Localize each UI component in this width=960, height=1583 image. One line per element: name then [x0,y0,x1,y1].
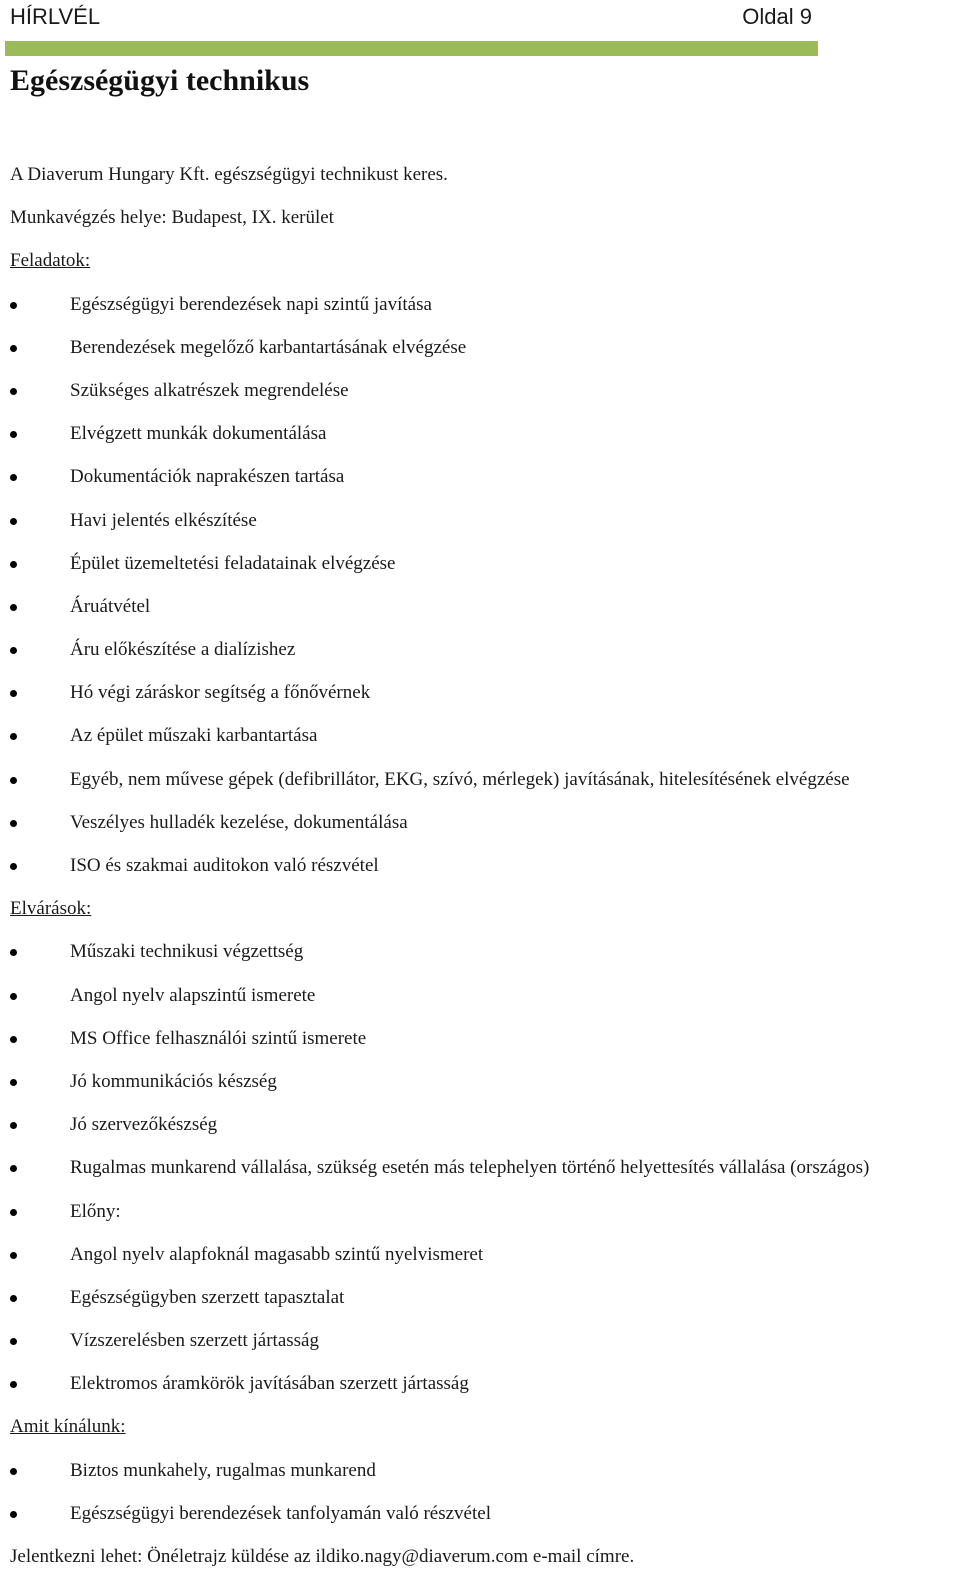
list-item-text: Angol nyelv alapfoknál magasabb szintű nyelvismeret [70,1243,484,1265]
bullet-icon [10,561,17,568]
bullet-icon [10,518,17,525]
list-item [0,1108,960,1151]
bullet-icon [10,949,17,956]
list-item-text: Berendezések megelőző karbantartásának elvégzése [70,336,467,358]
list-item-text: Havi jelentés elkészítése [70,509,257,531]
page-header [0,0,820,58]
list-item [0,1324,960,1367]
list-item-text: Egyéb, nem művese gépek (defibrillátor, EKG, szívó, mérlegek) javításának, hitelesítésének elvégzése [70,768,850,790]
list-item-text: Elvégzett munkák dokumentálása [70,423,327,445]
bullet-icon [10,431,17,438]
list-item-text: ISO és szakmai auditokon való részvétel [70,855,379,876]
page-title: Egészségügyi technikus [10,64,310,97]
bullet-icon [10,1036,17,1043]
list-item [0,1151,960,1194]
list-item [0,590,960,633]
application-note: Jelentkezni lehet: Önéletrajz küldése az ildiko.nagy@diaverum.com e-mail címre. [10,1546,635,1567]
header-rule [5,41,818,56]
list-item-text: Vízszerelésben szerzett jártasság [70,1330,319,1352]
bullet-icon [10,1338,17,1345]
bullet-icon [10,1079,17,1086]
bullet-icon [10,388,17,395]
list-item [0,374,960,417]
bullet-icon [10,604,17,611]
list-item [0,1022,960,1065]
list-item-text: Jó szervezőkészség [70,1114,218,1136]
bullet-icon [10,474,17,481]
list-item-text: Áru előkészítése a dialízishez [70,639,296,661]
offer-heading: Amit kínálunk: [10,1416,126,1438]
list-item-text: Veszélyes hulladék kezelése, dokumentálása [70,811,408,833]
bullet-icon [10,690,17,697]
bullet-icon [10,345,17,352]
list-item-text: Szükséges alkatrészek megrendelése [70,379,349,401]
bullet-icon [10,647,17,654]
list-item-text: Előny: [70,1200,121,1222]
list-item [0,1367,960,1410]
list-item-text: Angol nyelv alapszintű ismerete [70,984,316,1006]
list-item-text: Jó kommunikációs készség [70,1070,277,1092]
tasks-list [0,288,960,893]
intro-company: A Diaverum Hungary Kft. egészségügyi technikust keres. [10,164,448,185]
bullet-icon [10,1122,17,1129]
list-item [0,547,960,590]
newsletter-name: HÍRLVÉL [10,4,101,29]
bullet-icon [10,820,17,827]
list-item [0,849,960,892]
bullet-icon [10,1381,17,1388]
list-item-text: Áruátvétel [70,595,151,617]
list-item [0,935,960,978]
list-item-text: Egészségügyben szerzett tapasztalat [70,1286,345,1308]
bullet-icon [10,993,17,1000]
bullet-icon [10,1511,17,1518]
bullet-icon [10,777,17,784]
list-item [0,417,960,460]
list-item [0,719,960,762]
list-item-text: Épület üzemeltetési feladatainak elvégzése [70,552,396,574]
list-item [0,763,960,806]
list-item-text: Dokumentációk naprakészen tartása [70,466,345,488]
list-item [0,676,960,719]
list-item-text: Rugalmas munkarend vállalása, szükség esetén más telephelyen történő helyettesítés vállalása (országos) [70,1157,870,1179]
list-item [0,460,960,503]
bullet-icon [10,1295,17,1302]
list-item [0,331,960,374]
bullet-icon [10,1209,17,1216]
list-item [0,1454,960,1497]
list-item-text: Az épület műszaki karbantartása [70,725,318,747]
bullet-icon [10,1468,17,1475]
bullet-icon [10,863,17,870]
list-item [0,1195,960,1238]
bullet-icon [10,302,17,309]
bullet-icon [10,733,17,740]
intro-location: Munkavégzés helye: Budapest, IX. kerület [10,207,334,229]
offer-list [0,1454,960,1540]
list-item-text: Egészségügyi berendezések napi szintű javítása [70,293,432,315]
tasks-heading: Feladatok: [10,250,91,272]
list-item [0,288,960,331]
page-number: Oldal 9 [742,4,812,29]
list-item [0,504,960,547]
list-item [0,633,960,676]
list-item [0,1065,960,1108]
requirements-list [0,935,960,1410]
list-item-text: MS Office felhasználói szintű ismerete [70,1027,367,1049]
bullet-icon [10,1165,17,1172]
list-item [0,1497,960,1540]
list-item-text: Egészségügyi berendezések tanfolyamán való részvétel [70,1502,491,1524]
list-item [0,1238,960,1281]
list-item [0,1281,960,1324]
list-item [0,806,960,849]
list-item-text: Elektromos áramkörök javításában szerzett jártasság [70,1373,469,1395]
job-posting-body [0,158,960,1583]
list-item-text: Hó végi záráskor segítség a főnővérnek [70,682,371,704]
requirements-heading: Elvárások: [10,898,92,920]
bullet-icon [10,1252,17,1259]
list-item-text: Biztos munkahely, rugalmas munkarend [70,1459,376,1481]
list-item-text: Műszaki technikusi végzettség [70,941,304,963]
list-item [0,979,960,1022]
